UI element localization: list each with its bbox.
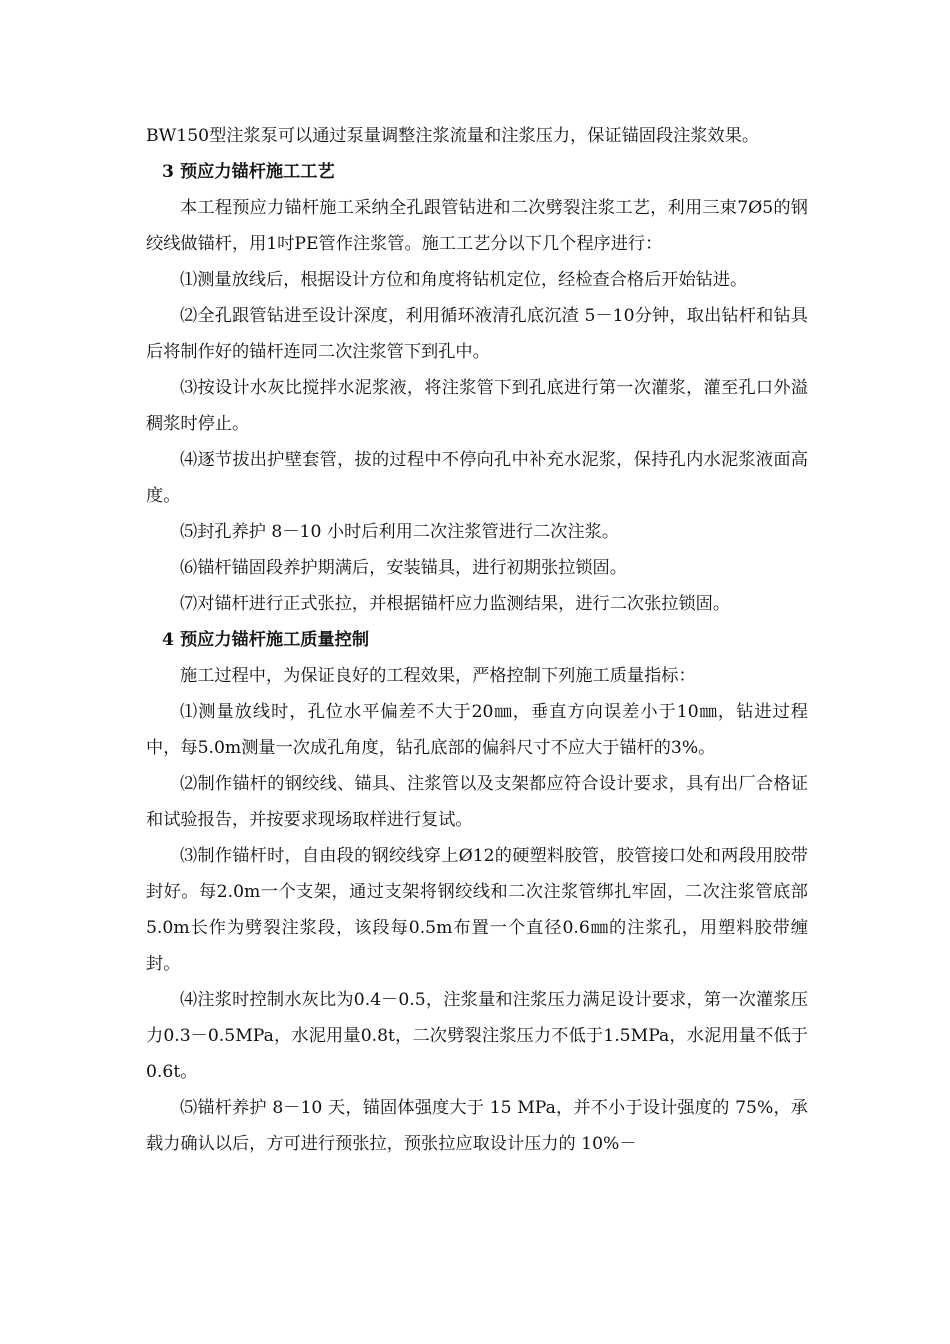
paragraph-quality-intro: 施工过程中，为保证良好的工程效果，严格控制下列施工质量指标：: [180, 666, 696, 686]
paragraph-step-3: ⑶按设计水灰比搅拌水泥浆液，将注浆管下到孔底进行第一次灌浆，灌至孔口外溢稠浆时停止。: [146, 378, 808, 434]
document-body: [146, 118, 808, 1162]
paragraph-step-7: ⑺对锚杆进行正式张拉，并根据锚杆应力监测结果，进行二次张拉锁固。: [180, 594, 731, 614]
paragraph-step-2: ⑵全孔跟管钻进至设计深度，利用循环液清孔底沉渣 5－10分钟，取出钻杆和钻具后将制作好的锚杆连同二次注浆管下到孔中。: [146, 306, 808, 362]
paragraph-step-5: ⑸封孔养护 8－10 小时后利用二次注浆管进行二次注浆。: [180, 522, 620, 542]
section-heading-3: 3 预应力锚杆施工工艺: [162, 162, 335, 182]
paragraph-pump-note: BW150型注浆泵可以通过泵量调整注浆流量和注浆压力，保证锚固段注浆效果。: [146, 126, 760, 146]
paragraph-step-6: ⑹锚杆锚固段养护期满后，安装锚具，进行初期张拉锁固。: [180, 558, 627, 578]
paragraph-quality-5: ⑸锚杆养护 8－10 天，锚固体强度大于 15 MPa，并不小于设计强度的 75%，承载力确认以后，方可进行预张拉，预张拉应取设计压力的 10%－: [146, 1098, 808, 1154]
paragraph-quality-4: ⑷注浆时控制水灰比为0.4－0.5，注浆量和注浆压力满足设计要求，第一次灌浆压力0.3－0.5MPa，水泥用量0.8t，二次劈裂注浆压力不低于1.5MPa，水泥用量不低于0.6t。: [146, 990, 808, 1082]
paragraph-quality-3: ⑶制作锚杆时，自由段的钢绞线穿上Ø12的硬塑料胶管，胶管接口处和两段用胶带封好。每2.0m一个支架，通过支架将钢绞线和二次注浆管绑扎牢固，二次注浆管底部5.0m长作为劈裂注浆段，该段每0.5m布置一个直径0.6㎜的注浆孔，用塑料胶带缠封。: [146, 846, 808, 974]
paragraph-quality-2: ⑵制作锚杆的钢绞线、锚具、注浆管以及支架都应符合设计要求，具有出厂合格证和试验报告，并按要求现场取样进行复试。: [146, 774, 808, 830]
paragraph-process-intro: 本工程预应力锚杆施工采纳全孔跟管钻进和二次劈裂注浆工艺，利用三束7Ø5的钢绞线做锚杆，用1吋PE管作注浆管。施工工艺分以下几个程序进行：: [146, 198, 808, 254]
paragraph-step-4: ⑷逐节拔出护壁套管，拔的过程中不停向孔中补充水泥浆，保持孔内水泥浆液面高度。: [146, 450, 808, 506]
section-heading-4: 4 预应力锚杆施工质量控制: [162, 630, 370, 650]
paragraph-quality-1: ⑴测量放线时，孔位水平偏差不大于20㎜，垂直方向误差小于10㎜，钻进过程中，每5.0m测量一次成孔角度，钻孔底部的偏斜尺寸不应大于锚杆的3%。: [146, 702, 808, 758]
paragraph-step-1: ⑴测量放线后，根据设计方位和角度将钻机定位，经检查合格后开始钻进。: [180, 270, 748, 290]
